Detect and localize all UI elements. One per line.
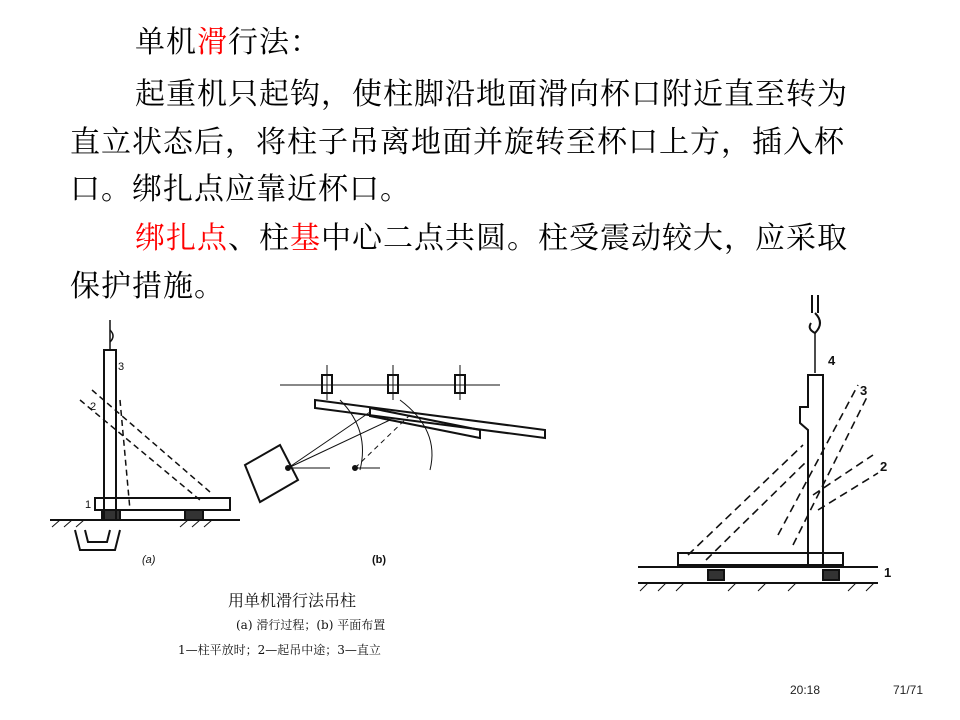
paragraph-2-line-1 xyxy=(135,221,848,256)
paragraph-1-line-1: 起重机只起钩，使柱脚沿地面滑向杯口附近直至转为 xyxy=(135,77,848,112)
label-a: (a) xyxy=(142,554,156,566)
mark-1-a: 1 xyxy=(85,499,92,511)
column-upright-a xyxy=(104,350,116,520)
paragraph-1-line-3: 口。绑扎点应靠近杯口。 xyxy=(70,172,411,207)
mark-2-a: 2 xyxy=(90,401,97,413)
paragraph-2-mid-1: 、柱 xyxy=(228,221,290,256)
heading-line xyxy=(135,25,321,60)
paragraph-2-mid-2: 中心二点共圆。柱受震动较大，应采取 xyxy=(321,221,848,256)
figure-caption-legend: 1—柱平放时；2—起吊中途；3—直立 xyxy=(178,643,381,657)
figure-caption-title: 用单机滑行法吊柱 xyxy=(228,591,357,610)
footer-page-number: 71/71 xyxy=(893,683,924,697)
left-figure xyxy=(40,320,560,580)
heading-text-red: 滑 xyxy=(197,25,228,60)
mark-4: 4 xyxy=(828,353,836,368)
mark-2: 2 xyxy=(880,459,888,474)
upright-column xyxy=(800,375,823,565)
heading-text-post: 行法： xyxy=(228,25,321,60)
crane-body-b xyxy=(245,445,298,502)
mark-3-a: 3 xyxy=(118,361,125,373)
mark-1: 1 xyxy=(884,565,892,580)
crane-hook-icon xyxy=(810,313,820,333)
foundation-red: 基 xyxy=(290,221,321,256)
heading-text-pre: 单机 xyxy=(135,25,197,60)
foundation-cup-a xyxy=(75,530,120,550)
paragraph-1-line-2: 直立状态后，将柱子吊离地面并旋转至杯口上方，插入杯 xyxy=(70,125,845,160)
paragraph-2-line-2: 保护措施。 xyxy=(70,269,225,304)
label-b: (b) xyxy=(372,554,387,566)
mark-3: 3 xyxy=(860,383,868,398)
footer-time: 20:18 xyxy=(790,683,821,697)
binding-point-red: 绑扎点 xyxy=(135,221,228,256)
horizontal-column xyxy=(678,553,843,565)
right-figure xyxy=(628,295,898,600)
figure-caption-subtitle: (a) 滑行过程；(b) 平面布置 xyxy=(236,618,386,632)
